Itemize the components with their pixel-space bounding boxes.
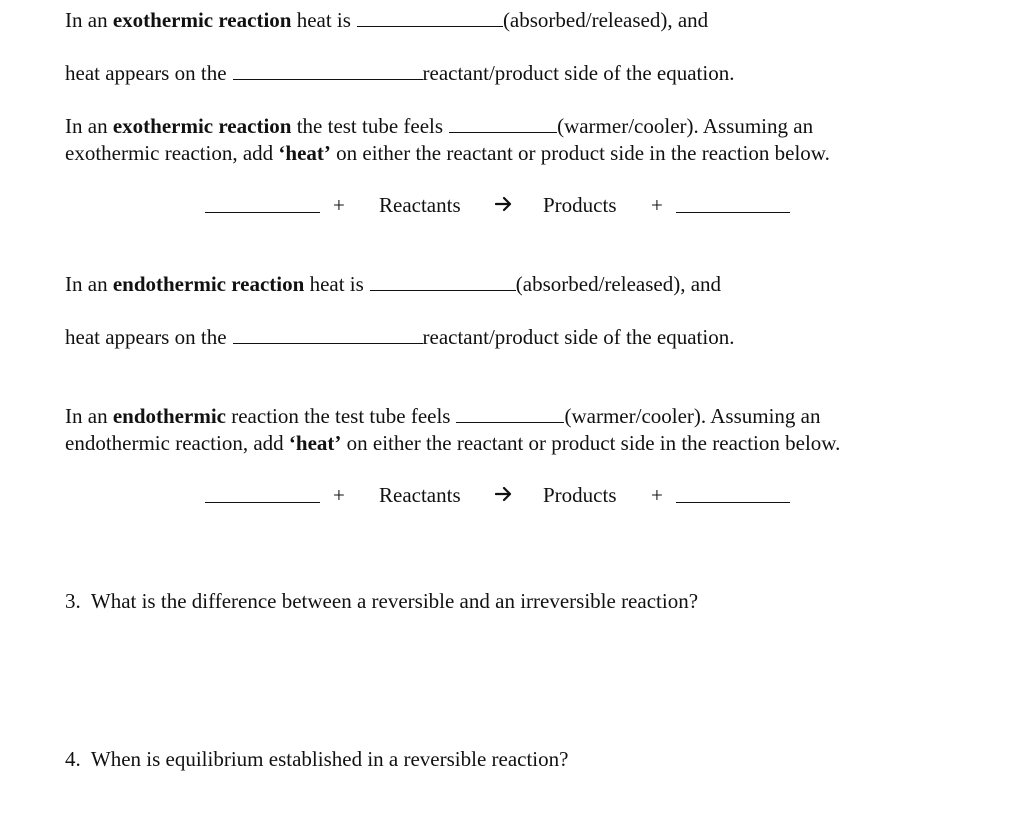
- endo-instruction-prefix: endothermic reaction, add: [65, 431, 284, 455]
- endo-eq-left-blank[interactable]: [205, 502, 320, 503]
- exo-side-suffix: reactant/product side of the equation.: [422, 61, 735, 85]
- exo-heat-sentence: [65, 7, 708, 33]
- endo-feel-prefix: In an: [65, 404, 108, 428]
- exo-instruction-prefix: exothermic reaction, add: [65, 141, 274, 165]
- exo-eq-right-blank[interactable]: [676, 212, 790, 213]
- endo-feel-sentence: [65, 403, 821, 429]
- endo-equation: [0, 482, 1024, 512]
- exo-feel-middle: the test tube feels: [296, 114, 444, 138]
- exo-warmer-cooler-blank[interactable]: [449, 114, 557, 133]
- exo-feel-sentence: [65, 113, 813, 139]
- endo-side-blank[interactable]: [233, 325, 423, 344]
- exo-eq-plus-right: +: [651, 193, 663, 217]
- exo-heat-term: exothermic reaction: [112, 8, 292, 32]
- question-3: [65, 588, 698, 614]
- endo-feel-suffix: (warmer/cooler). Assuming an: [564, 404, 821, 428]
- exo-feel-prefix: In an: [65, 114, 108, 138]
- exo-equation: [0, 192, 1024, 222]
- endo-absorbed-released-blank[interactable]: [370, 272, 516, 291]
- endo-heat-sentence: [65, 271, 721, 297]
- endo-eq-reactants: Reactants: [379, 483, 461, 507]
- exo-instruction-suffix: on either the reactant or product side in the reaction below.: [336, 141, 830, 165]
- endo-heat-suffix: (absorbed/released), and: [515, 272, 722, 296]
- exo-heat-prefix: In an: [65, 8, 108, 32]
- exo-eq-plus-left: +: [333, 193, 345, 217]
- endo-instruction-heat: ‘heat’: [288, 431, 342, 455]
- endo-heat-term: endothermic reaction: [112, 272, 305, 296]
- right-arrow-icon: [495, 196, 513, 212]
- endo-instruction: [65, 430, 840, 456]
- endo-heat-middle: heat is: [309, 272, 364, 296]
- exo-eq-left-blank[interactable]: [205, 212, 320, 213]
- endo-warmer-cooler-blank[interactable]: [456, 404, 564, 423]
- exo-eq-reactants: Reactants: [379, 193, 461, 217]
- exo-instruction: [65, 140, 830, 166]
- endo-side-prefix: heat appears on the: [65, 325, 227, 349]
- endo-eq-right-blank[interactable]: [676, 502, 790, 503]
- question-4-text: When is equilibrium established in a reversible reaction?: [90, 747, 569, 771]
- endo-heat-prefix: In an: [65, 272, 108, 296]
- endo-instruction-suffix: on either the reactant or product side in the reaction below.: [346, 431, 841, 455]
- exo-side-prefix: heat appears on the: [65, 61, 227, 85]
- endo-side-suffix: reactant/product side of the equation.: [422, 325, 735, 349]
- exo-side-sentence: [65, 60, 734, 86]
- question-4-number: 4.: [65, 747, 81, 771]
- endo-feel-middle: reaction the test tube feels: [231, 404, 451, 428]
- question-3-text: What is the difference between a reversible and an irreversible reaction?: [90, 589, 699, 613]
- exo-feel-term: exothermic reaction: [112, 114, 292, 138]
- endo-eq-plus-right: +: [651, 483, 663, 507]
- exo-heat-middle: heat is: [296, 8, 351, 32]
- right-arrow-icon: [495, 486, 513, 502]
- exo-absorbed-released-blank[interactable]: [357, 8, 503, 27]
- endo-eq-plus-left: +: [333, 483, 345, 507]
- exo-instruction-heat: ‘heat’: [278, 141, 331, 165]
- exo-feel-suffix: (warmer/cooler). Assuming an: [557, 114, 814, 138]
- exo-heat-suffix: (absorbed/released), and: [502, 8, 709, 32]
- endo-side-sentence: [65, 324, 734, 350]
- exo-side-blank[interactable]: [233, 61, 423, 80]
- endo-eq-products: Products: [543, 483, 617, 507]
- exo-eq-products: Products: [543, 193, 617, 217]
- endo-feel-term: endothermic: [112, 404, 226, 428]
- question-4: [65, 746, 568, 772]
- question-3-number: 3.: [65, 589, 81, 613]
